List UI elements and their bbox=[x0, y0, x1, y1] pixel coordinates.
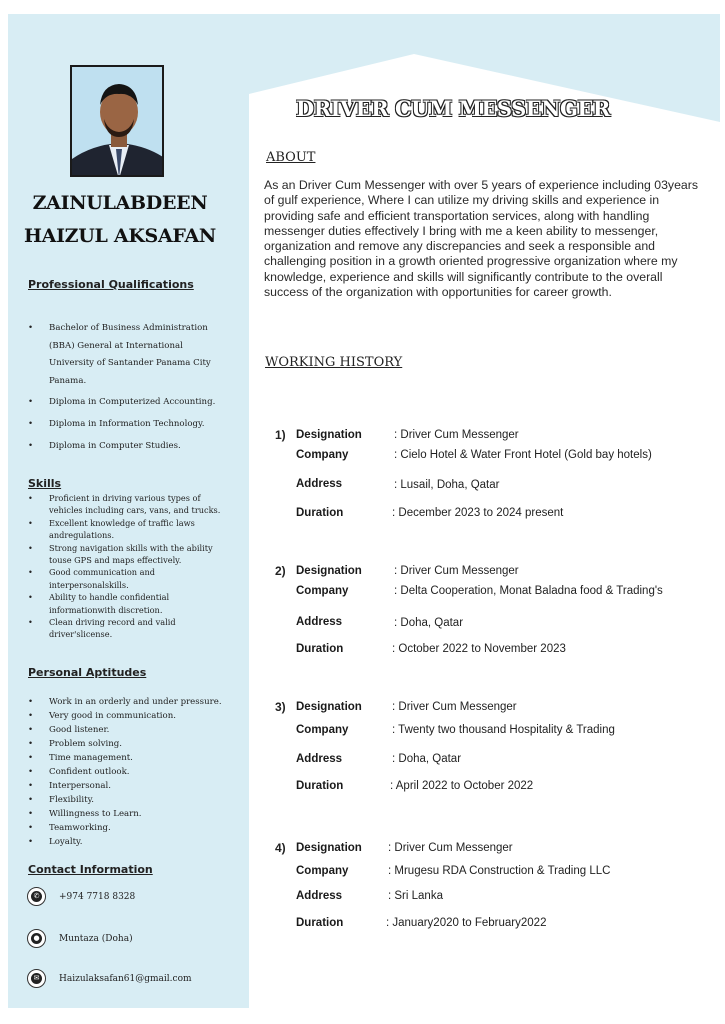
address-value: : Lusail, Doha, Qatar bbox=[394, 479, 500, 491]
list-item: • Interpersonal. bbox=[28, 779, 233, 793]
contact-email bbox=[27, 969, 192, 988]
company-label: Company bbox=[296, 865, 349, 877]
company-value: : Delta Cooperation, Monat Baladna food & Trading's bbox=[394, 585, 663, 597]
list-item: • Very good in communication. bbox=[28, 709, 233, 723]
address-label: Address bbox=[296, 753, 343, 765]
list-item: • Time management. bbox=[28, 751, 233, 765]
skills-heading: Skills bbox=[28, 477, 62, 490]
list-item: • Clean driving record and valid driver'slicense. bbox=[28, 616, 233, 641]
list-item: • Proficient in driving various types of vehicles including cars, vans, and trucks. bbox=[28, 492, 233, 517]
designation-value: : Driver Cum Messenger bbox=[392, 701, 517, 713]
address-label: Address bbox=[296, 890, 343, 902]
about-text: As an Driver Cum Messenger with over 5 years of experience including 03years of gulf experience, Where I can utilize my driving skills and experience in providing safe and efficient transportation services, along with handling messenger duties effectively I bring with me a keen ability to messenger, organization and remove any discrepancies and seek a responsible and challenging position in a growth oriented progressive organization where my knowledge, experience and skills will significantly contribute to the overall success of the organization with opportunities for career growth. bbox=[264, 178, 699, 300]
job-number: 1) bbox=[275, 428, 286, 442]
job-number: 4) bbox=[275, 841, 286, 855]
list-item: • Good listener. bbox=[28, 723, 233, 737]
work-history-heading: WORKING HISTORY bbox=[265, 355, 403, 370]
list-item: • Teamworking. bbox=[28, 821, 233, 835]
list-item: • Strong navigation skills with the ability touse GPS and maps effectively. bbox=[28, 542, 233, 567]
contact-location bbox=[27, 929, 133, 948]
profile-photo bbox=[70, 65, 164, 177]
list-item: • Diploma in Computer Studies. bbox=[28, 438, 228, 456]
qualifications-list bbox=[28, 320, 228, 459]
address-label: Address bbox=[296, 616, 343, 628]
duration-label: Duration bbox=[296, 643, 344, 655]
designation-label: Designation bbox=[296, 842, 362, 854]
list-item: • Excellent knowledge of traffic laws andregulations. bbox=[28, 517, 233, 542]
page-title: DRIVER CUM MESSENGER bbox=[296, 96, 610, 121]
job-number: 2) bbox=[275, 564, 286, 578]
company-value: : Cielo Hotel & Water Front Hotel (Gold bay hotels) bbox=[394, 449, 652, 461]
designation-value: : Driver Cum Messenger bbox=[394, 429, 519, 441]
company-label: Company bbox=[296, 724, 349, 736]
duration-value: : April 2022 to October 2022 bbox=[390, 780, 534, 792]
job-number: 3) bbox=[275, 700, 286, 714]
list-item: • Willingness to Learn. bbox=[28, 807, 233, 821]
designation-label: Designation bbox=[296, 565, 362, 577]
list-item: • Flexibility. bbox=[28, 793, 233, 807]
qualifications-heading: Professional Qualifications bbox=[28, 278, 194, 291]
duration-value: : December 2023 to 2024 present bbox=[392, 507, 564, 519]
company-label: Company bbox=[296, 449, 349, 461]
address-value: : Doha, Qatar bbox=[394, 617, 464, 629]
aptitudes-list bbox=[28, 695, 233, 849]
name-last: HAIZUL AKSAFAN bbox=[24, 225, 216, 247]
designation-value: : Driver Cum Messenger bbox=[394, 565, 519, 577]
duration-label: Duration bbox=[296, 780, 344, 792]
about-heading: ABOUT bbox=[266, 150, 316, 165]
company-value: : Twenty two thousand Hospitality & Trading bbox=[392, 724, 615, 736]
email-icon: ✉ bbox=[27, 969, 46, 988]
address-value: : Sri Lanka bbox=[388, 890, 443, 902]
list-item: • Good communication and interpersonalskills. bbox=[28, 566, 233, 591]
list-item: • Problem solving. bbox=[28, 737, 233, 751]
address-label: Address bbox=[296, 478, 343, 490]
contact-phone bbox=[27, 887, 135, 906]
aptitudes-heading: Personal Aptitudes bbox=[28, 666, 147, 679]
company-label: Company bbox=[296, 585, 349, 597]
list-item: • Work in an orderly and under pressure. bbox=[28, 695, 233, 709]
email-text: Haizulaksafan61@gmail.com bbox=[59, 973, 192, 984]
designation-label: Designation bbox=[296, 701, 362, 713]
list-item: • Ability to handle confidential informationwith discretion. bbox=[28, 591, 233, 616]
designation-value: : Driver Cum Messenger bbox=[388, 842, 513, 854]
location-text: Muntaza (Doha) bbox=[59, 933, 133, 944]
phone-icon: ✆ bbox=[27, 887, 46, 906]
list-item: • Loyalty. bbox=[28, 835, 233, 849]
list-item: • Diploma in Information Technology. bbox=[28, 416, 228, 434]
list-item: • Bachelor of Business Administration (BBA) General at International University of Santander Panama City Panama. bbox=[28, 320, 228, 390]
list-item: • Diploma in Computerized Accounting. bbox=[28, 394, 228, 412]
duration-label: Duration bbox=[296, 507, 344, 519]
duration-value: : January2020 to February2022 bbox=[386, 917, 547, 929]
duration-label: Duration bbox=[296, 917, 344, 929]
skills-list bbox=[28, 492, 233, 641]
designation-label: Designation bbox=[296, 429, 362, 441]
location-icon: ● bbox=[27, 929, 46, 948]
duration-value: : October 2022 to November 2023 bbox=[392, 643, 566, 655]
contact-heading: Contact Information bbox=[28, 863, 153, 876]
address-value: : Doha, Qatar bbox=[392, 753, 462, 765]
name-first: ZAINULABDEEN bbox=[32, 192, 208, 214]
company-value: : Mrugesu RDA Construction & Trading LLC bbox=[388, 865, 611, 877]
list-item: • Confident outlook. bbox=[28, 765, 233, 779]
phone-text: +974 7718 8328 bbox=[59, 891, 136, 902]
